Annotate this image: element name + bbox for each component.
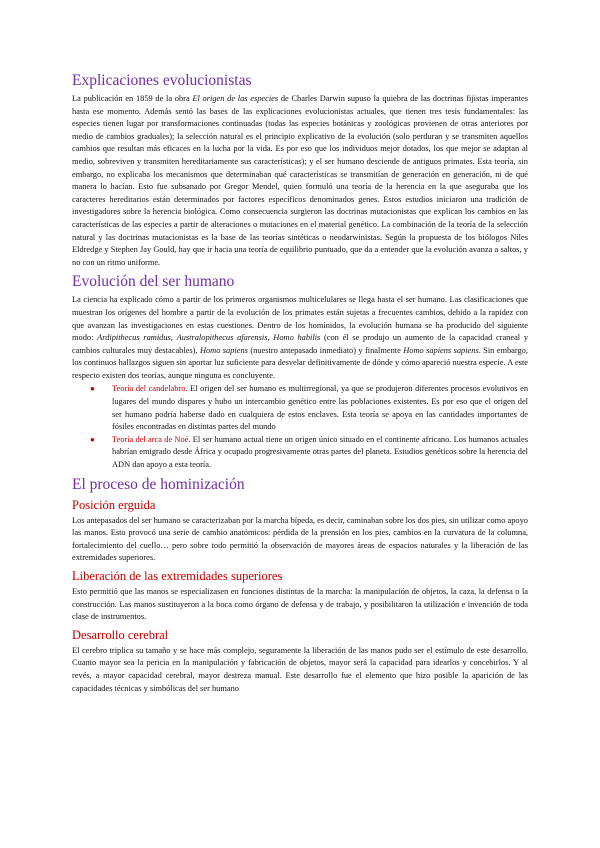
species-name: Homo sapiens [199,345,248,355]
theory-term: Teoría del arca de Noé [112,434,189,444]
text-span: La publicación en 1859 de la obra [72,94,193,103]
text-span: de Charles Darwin supuso la quiebra de las doctrinas fijistas imperantes hasta ese momento. Además sentó las bases de las explicaciones evolucionistas actuales, que tienen tres tesis fundamentales: las especies tienen lugar por transformaciones continuadas (todas las especies botánicas y zoológicas provienen de otras anteriores por medio de cambios graduales); la selección natural es el principio explicativo de la evolución (solo perduran y se transmiten aquellos cambios que resultan más eficaces en la lucha por la vida. Es por eso que los individuos mejor dotados, los que mejor se adaptan al medio, sobreviven y transmiten hereditariamente sus características); y el ser humano desciende de antiguos primates. Esta teoría, sin embargo, no explicaba los mecanismos que determinaban qué características se transmitían de generación en generación, ni de qué manera lo hacían. Esto fue subsanado por Gregor Mendel, quien formuló una teoría de la herencia en la que aseguraba que los caracteres hereditarios están determinados por factores específicos denominados genes. Estos estudios iniciaron una tradición de investigadores sobre la herencia biológica. Como consecuencia surgieron las doctrinas mutacionistas que explican los cambios en las características de las especies a partir de alteraciones o mutaciones en el material genético. La combinación de la teoría de la selección natural y las doctrinas mutacionistas es la base de las teorías sintéticas o neodarwinistas. Según la propuesta de los biólogos Niles Eldredge y Stephen Jay Gould, hay que ir hacia una teoría de equilibrio puntuado, que da a entender que la evolución avanza a saltos, y no con un ritmo uniforme. [72,94,529,267]
list-item-candelabro [90,383,529,433]
bullet-icon: ● [90,384,95,394]
text-span: La ciencia ha explicado cómo a partir de los primeros organismos multicelulares se llega hasta el ser humano. Las clasificaciones que muestran los orígenes del hombre a partir de la evolución de los primates están sujetas a frecuentes cambios, debido a la rapidez con que avanzan las investigaciones en estas cuestiones. Dentro de los homínidos, la evolución humana se ha producido del siguiente modo: [72,295,528,343]
section-title-evolucion: Evolución del ser humano [72,273,235,291]
bullet-icon: ● [90,434,95,444]
list-item-arca-noe [90,434,528,472]
document-page [72,68,528,695]
text-span: . Sin embargo, los continuos hallazgos siguen sin aportar luz suficiente para desvelar definitivamente de dónde y cómo apareció nuestra especie. A este respecto existen dos teorías, aunque ninguna es concluyente. [72,345,528,380]
separator: , [267,333,274,343]
subsection-title-cerebral: Desarrollo cerebral [72,627,169,642]
species-name: Homo habilis [273,333,321,343]
paragraph-cerebral: El cerebro triplica su tamaño y se hace más complejo, seguramente la liberación de las manos pudo ser el estímulo de este desarrollo. Cuanto mayor sea la pericia en la manipulación y fabricación de objetos, mayor será la capacidad para idearlos y concebirlos. Y al revés, a mayor capacidad cerebral, mayor destreza manual. Este desarrollo fue el elemento que hizo posible la aparición de las capacidades técnicas y simbólicas del ser humano [72,645,528,693]
paragraph-evolucion [72,294,528,382]
paragraph-explicaciones [72,93,528,269]
species-name: Australopithecus afarensis [176,333,268,343]
theory-term: Teoría del candelabro [112,384,186,394]
theories-list [72,383,528,471]
book-title: El origen de las especies [192,94,279,103]
section-title-explicaciones: Explicaciones evolucionistas [72,72,252,89]
paragraph-liberacion: Esto permitió que las manos se especializasen en funciones distintas de la marcha: la manipulación de objetos, la caza, la defensa o la construcción. Las manos sustituyeron a la boca como órgano de defensa y de trabajo, y posibilitaron la utilización e invención de toda clase de instrumentos. [72,587,528,622]
section-title-hominizacion: El proceso de hominización [72,475,245,493]
subsection-title-liberacion: Liberación de las extremidades superiores [72,569,283,583]
species-name: Homo sapiens sapiens [403,345,479,355]
subsection-title-posicion: Posición erguida [72,497,156,512]
separator: , [170,333,177,343]
theory-text: . El ser humano actual tiene un origen único situado en el continente africano. Los humanos actuales habrían emigrado desde África y ocupado progresivamente otras partes del planeta. Estudios genéticos sobre la herencia del ADN dan apoyo a esta teoría. [112,434,528,470]
paragraph-posicion: Los antepasados del ser humano se caracterizaban por la marcha bípeda, es decir, caminaban sobre los dos pies, sin utilizar como apoyo las manos. Esto provocó una serie de cambio anatómicos: pérdida de la prensión en los pies, cambios en la curvatura de la columna, fortalecimiento del cuello… pero sobre todo permitió la observación de mayores áreas de espacios naturales y la liberación de las extremidades superiores. [72,515,528,563]
text-span: (nuestro antepasado inmediato) y finalmente [247,345,404,355]
text-span: (con él se produjo un aumento de la capacidad craneal y cambios culturales muy destacables), [72,333,529,355]
species-name: Ardipithecus ramidus [97,333,171,343]
theory-text: . El origen del ser humano es multirregional, ya que se produjeron diferentes procesos evolutivos en lugares del mundo dispares y hubo un intercambio genético entre las poblaciones existentes. Es por eso que el origen del ser humano podría haberse dado en cualquiera de estos enclaves. Esta teoría se apoya en las cantidades importantes de fósiles encontradas en distintas partes del mundo [112,384,529,432]
